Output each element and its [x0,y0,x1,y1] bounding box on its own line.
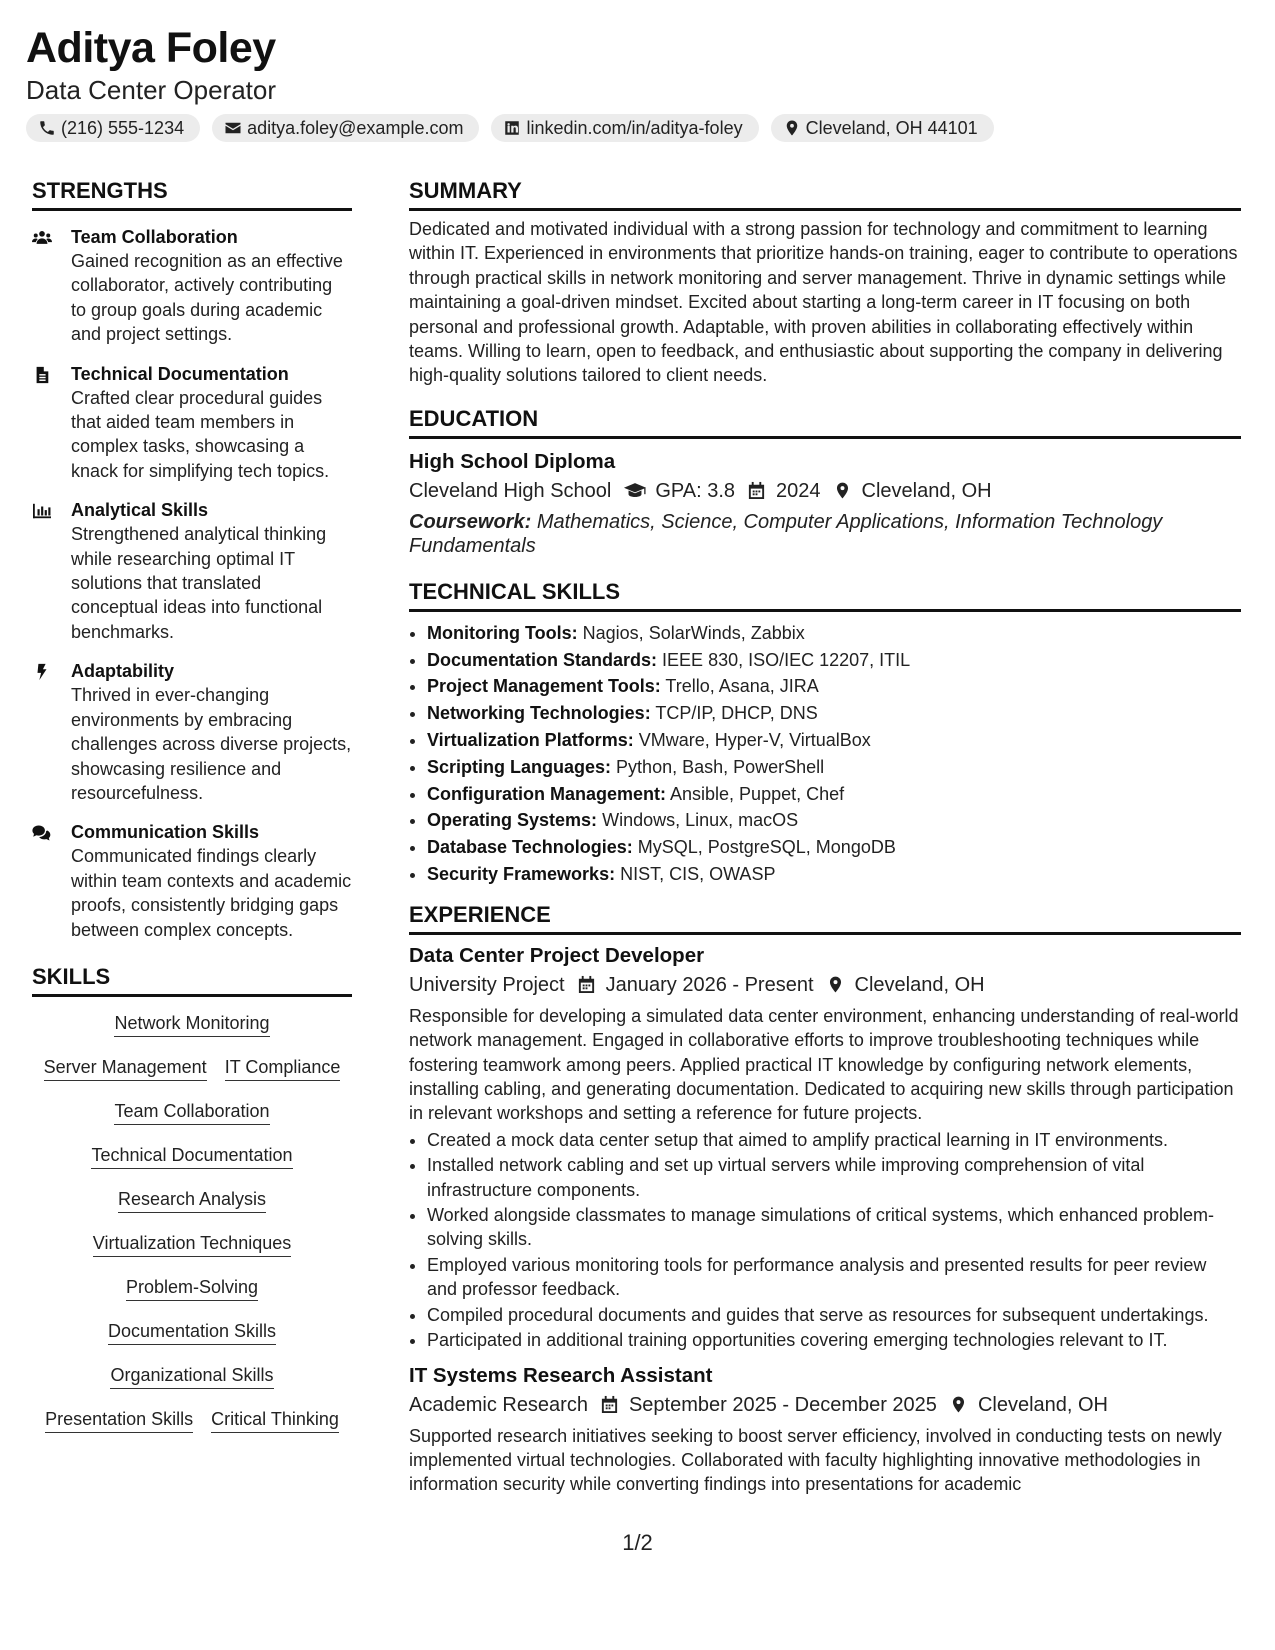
skill-label: Database Technologies: [427,837,633,858]
strength-desc: Communicated findings clearly within team contexts and academic proofs, consistently bridging gaps between complex concepts. [71,846,352,940]
experience-entry [409,1363,1241,1497]
document-icon [32,366,52,384]
skill-label: Virtualization Platforms: [427,730,634,751]
job-location: Cleveland, OH [854,973,985,996]
list-item [427,673,1241,700]
bolt-icon [32,663,52,681]
skill-value: Nagios, SolarWinds, Zabbix [582,622,805,643]
technical-skills-section [409,579,1241,888]
skill-chip: Virtualization Techniques [93,1233,291,1257]
users-icon [32,229,52,247]
contact-phone-text: (216) 555-1234 [61,117,185,138]
strength-item [32,498,352,644]
linkedin-icon [503,119,521,137]
list-item [427,620,1241,647]
graduation-year: 2024 [776,479,821,502]
skills-chips [32,1013,352,1433]
skill-label: Monitoring Tools: [427,622,578,643]
experience-entry [409,943,1241,1353]
degree-title: High School Diploma [409,449,616,473]
comments-icon [32,824,52,842]
strength-item [32,659,352,805]
strengths-heading: STRENGTHS [32,178,352,211]
job-meta [409,972,1241,998]
strength-item [32,225,352,347]
skill-chip: Network Monitoring [114,1013,269,1037]
experience-section [409,902,1241,1497]
skill-chip: Server Management [44,1057,207,1081]
gpa: GPA: 3.8 [655,479,736,502]
skill-label: Security Frameworks: [427,864,616,885]
list-item [427,861,1241,888]
list-item: • Compiled procedural documents and guides that serve as resources for subsequent undertakings. [427,1303,1241,1327]
list-item: • Worked alongside classmates to manage simulations of critical systems, which enhanced problem-solving skills. [427,1203,1241,1252]
skill-chip: Organizational Skills [110,1365,273,1389]
skill-value: Ansible, Puppet, Chef [670,783,845,804]
education-heading: EDUCATION [409,406,1241,439]
list-item: • Participated in additional training opportunities covering emerging technologies relevant to IT. [427,1328,1241,1352]
map-pin-icon [833,481,852,500]
skill-chip: Problem-Solving [126,1277,258,1301]
candidate-name: Aditya Foley [26,24,276,72]
contact-email[interactable] [212,114,479,142]
skill-label: Networking Technologies: [427,703,651,724]
contact-phone[interactable] [26,114,200,142]
left-column [32,178,352,1433]
strength-desc: Strengthened analytical thinking while researching optimal IT solutions that translated conceptual ideas into functional benchmarks. [71,524,327,642]
skill-value: MySQL, PostgreSQL, MongoDB [637,837,896,858]
contact-location-text: Cleveland, OH 44101 [805,117,978,138]
list-item: • Created a mock data center setup that aimed to amplify practical learning in IT environments. [427,1128,1241,1152]
skill-label: Scripting Languages: [427,756,612,777]
job-title: IT Systems Research Assistant [409,1363,713,1387]
list-item: • Installed network cabling and set up virtual servers while improving comprehension of vital infrastructure components. [427,1153,1241,1202]
job-bullets [409,1128,1241,1353]
skill-value: Trello, Asana, JIRA [665,676,819,697]
contact-email-text: aditya.foley@example.com [247,117,464,138]
list-item [427,647,1241,674]
list-item [427,834,1241,861]
coursework-label: Coursework: [409,510,532,533]
list-item: • Employed various monitoring tools for performance analysis and presented results for peer review and professor feedback. [427,1253,1241,1302]
skill-chip: Critical Thinking [211,1409,339,1433]
strength-item [32,820,352,942]
strength-title: Communication Skills [71,822,260,843]
list-item [427,700,1241,727]
skill-value: VMware, Hyper-V, VirtualBox [638,730,871,751]
skill-label: Documentation Standards: [427,649,658,670]
job-description: Responsible for developing a simulated data center environment, enhancing understanding of real-world network management. Engaged in collaborative efforts to improve troubleshooting techniques while fostering teamwork among peers. Applied practical IT knowledge by configuring network elements, installing cabling, and generating documentation. Dedicated to acquiring new skills through participation in relevant workshops and setting a reference for future projects. [409,1005,1239,1124]
phone-icon [38,119,56,137]
job-location: Cleveland, OH [977,1393,1108,1416]
skill-label: Operating Systems: [427,810,598,831]
job-title: Data Center Project Developer [409,943,705,967]
skill-chip: Presentation Skills [45,1409,193,1433]
skill-value: Windows, Linux, macOS [602,810,799,831]
graduation-cap-icon [623,481,647,500]
job-org: Academic Research [409,1393,588,1416]
list-item [427,754,1241,781]
strength-desc: Thrived in ever-changing environments by embracing challenges across diverse projects, showcasing resilience and resourcefulness. [71,685,352,803]
summary-heading: SUMMARY [409,178,1241,211]
calendar-icon [577,975,596,994]
list-item [427,807,1241,834]
experience-heading: EXPERIENCE [409,902,1241,935]
education-section [409,406,1241,559]
map-pin-icon [949,1395,968,1414]
skill-label: Project Management Tools: [427,676,661,697]
strength-item [32,362,352,484]
candidate-title: Data Center Operator [26,75,277,105]
list-item [427,781,1241,808]
job-org: University Project [409,973,565,996]
strength-title: Adaptability [71,661,175,682]
skill-chip: Technical Documentation [91,1145,292,1169]
education-meta [409,478,1241,504]
contact-location [771,114,994,142]
skill-value: IEEE 830, ISO/IEC 12207, ITIL [662,649,911,670]
skill-chip: Research Analysis [118,1189,266,1213]
summary-text: Dedicated and motivated individual with a strong passion for technology and commitment to learning within IT. Experienced in environments that prioritize hands-on training, eager to contribute to operations through practical skills in network monitoring and server management. Thrive in dynamic settings while maintaining a goal-driven mindset. Excited about starting a long-term career in IT focusing on both personal and professional growth. Adaptable, with proven abilities in collaborating effectively within teams. Willing to learn, open to feedback, and enthusiastic about supporting the company in delivering high-quality solutions tailored to client needs. [409,219,1238,386]
skills-heading: SKILLS [32,964,352,997]
education-location: Cleveland, OH [861,479,992,502]
skills-section [32,964,352,1433]
skill-value: NIST, CIS, OWASP [620,864,776,885]
envelope-icon [224,119,242,137]
technical-skills-list [409,620,1241,888]
contact-linkedin-text: linkedin.com/in/aditya-foley [526,117,743,138]
coursework-text: Mathematics, Science, Computer Applications, Information Technology Fundamentals [409,510,1163,558]
strength-desc: Crafted clear procedural guides that aided team members in complex tasks, showcasing a knack for simplifying tech topics. [71,387,330,481]
list-item [427,727,1241,754]
skill-value: Python, Bash, PowerShell [616,756,825,777]
strengths-list [32,225,352,942]
job-dates: September 2025 - December 2025 [628,1393,937,1416]
coursework [409,510,1241,559]
page-number: 1/2 [622,1530,653,1555]
map-pin-icon [783,119,801,137]
contact-bar [26,114,994,142]
map-pin-icon [826,975,845,994]
school-name: Cleveland High School [409,479,612,502]
job-dates: January 2026 - Present [605,973,814,996]
right-column [409,178,1241,1497]
technical-skills-heading: TECHNICAL SKILLS [409,579,1241,612]
job-description: Supported research initiatives seeking to boost server efficiency, involved in conducting tests on newly implemented virtual technologies. Collaborated with faculty highlighting innovative methodologies in information security while converting findings into presentations for academic [409,1425,1222,1495]
contact-linkedin[interactable] [491,114,758,142]
calendar-icon [747,481,766,500]
skill-label: Configuration Management: [427,783,666,804]
skill-value: TCP/IP, DHCP, DNS [655,703,818,724]
skill-chip: Documentation Skills [108,1321,276,1345]
strength-title: Technical Documentation [71,363,289,384]
bar-chart-icon [32,502,52,520]
strength-title: Team Collaboration [71,227,238,247]
skill-chip: IT Compliance [225,1057,341,1081]
skill-chip: Team Collaboration [114,1101,269,1125]
calendar-icon [600,1395,619,1414]
strength-desc: Gained recognition as an effective collaborator, actively contributing to group goals during academic and project settings. [71,251,343,345]
job-meta [409,1392,1241,1418]
strength-title: Analytical Skills [71,500,209,521]
